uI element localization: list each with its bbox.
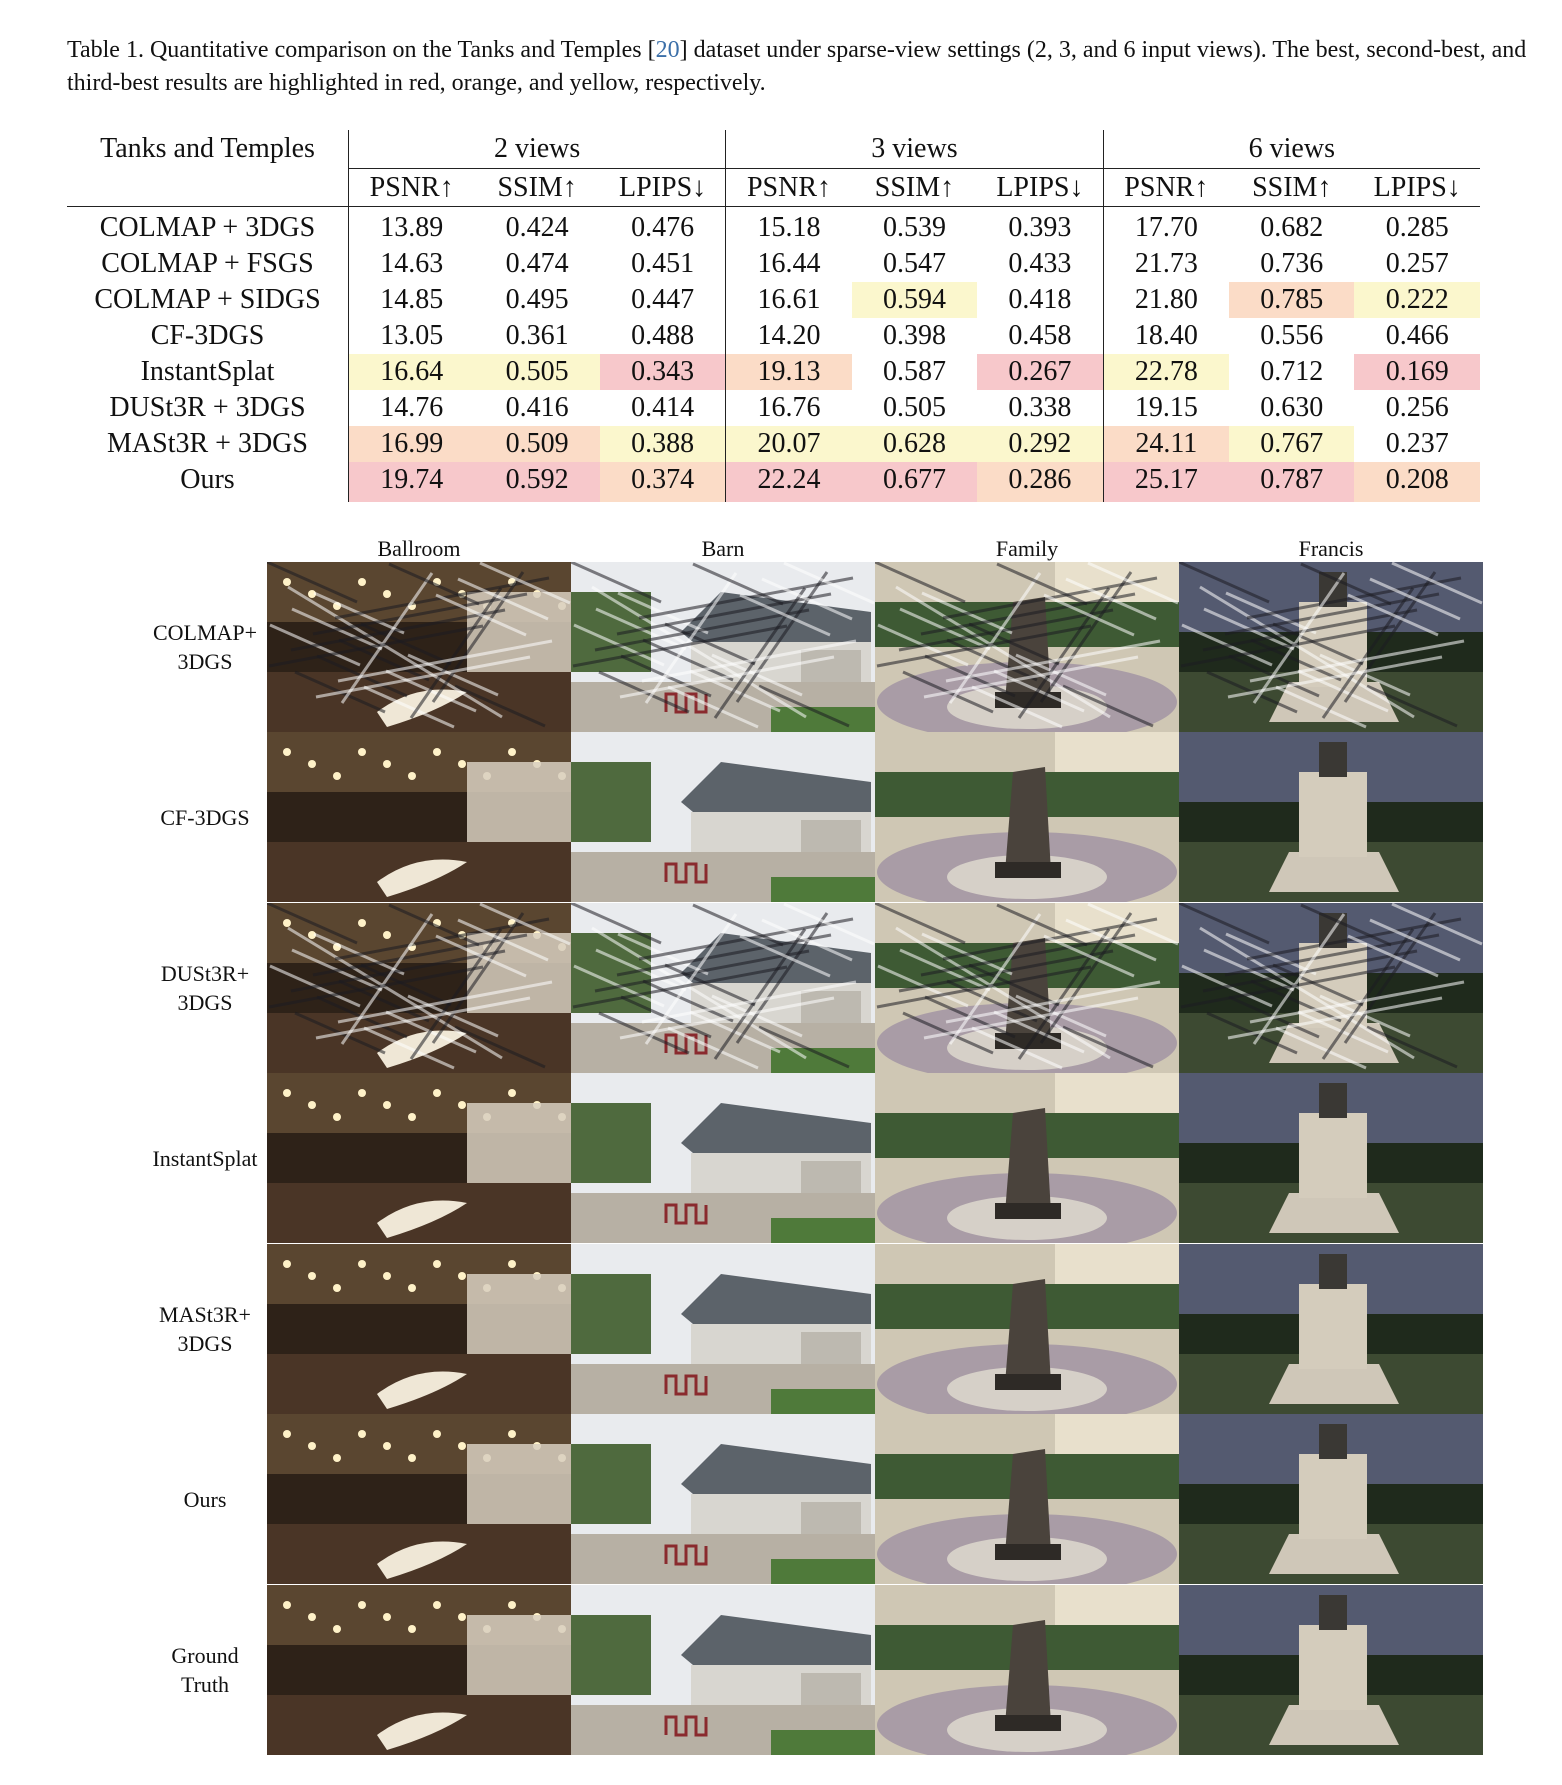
caption-suffix: ] dataset under sparse-view settings (2, 3, and 6 input views). The best, second-best, and third-best results are highlighted in red, orange, and yellow, respectively. — [67, 37, 1527, 96]
family-statue-render-image — [875, 1585, 1179, 1755]
family-statue-render-image — [875, 562, 1179, 732]
ballroom-render-image — [267, 1585, 571, 1755]
metric-value: 0.736 — [1260, 248, 1324, 279]
metric-value: 13.89 — [348, 207, 474, 247]
metric-value: 0.267 — [977, 354, 1103, 390]
metric-value: 0.286 — [977, 462, 1103, 502]
metric-value: 22.78 — [1103, 354, 1229, 390]
table-row — [67, 426, 1480, 462]
table-corner-label: Tanks and Temples — [100, 133, 315, 165]
method-name: DUSt3R + 3DGS — [109, 392, 306, 423]
metric-value: 0.237 — [1385, 428, 1449, 459]
corner-blank — [67, 169, 348, 207]
barn-render-image — [571, 1414, 875, 1584]
qualitative-figure — [0, 530, 1562, 1760]
barn-render-image — [571, 903, 875, 1073]
metric-value: 14.63 — [348, 246, 474, 282]
metric-header: PSNR↑ — [726, 169, 852, 207]
metric-value: 21.73 — [1103, 246, 1229, 282]
metric-value: 0.547 — [882, 248, 946, 279]
table-row — [67, 246, 1480, 282]
barn-render-image — [571, 732, 875, 902]
barn-render-image — [571, 1585, 875, 1755]
metric-value: 0.495 — [505, 284, 569, 315]
metric-header: SSIM↑ — [474, 169, 599, 207]
francis-monument-render-image — [1179, 1414, 1483, 1584]
metric-value: 16.76 — [726, 390, 852, 426]
metric-value: 24.11 — [1103, 426, 1229, 462]
barn-render-image — [571, 1073, 875, 1243]
metric-value: 0.556 — [1260, 320, 1324, 351]
ballroom-render-image — [267, 732, 571, 902]
metric-value: 0.767 — [1229, 426, 1354, 462]
metric-value: 0.374 — [600, 462, 726, 502]
figure-column-header: Family — [995, 536, 1059, 561]
figure-column-header: Ballroom — [377, 536, 461, 561]
metric-value: 0.418 — [1008, 284, 1072, 315]
metric-value: 0.343 — [600, 354, 726, 390]
metric-value: 18.40 — [1103, 318, 1229, 354]
metric-value: 14.85 — [348, 282, 474, 318]
results-table — [67, 130, 1480, 502]
table-caption — [67, 34, 1557, 100]
metric-value: 0.594 — [852, 282, 977, 318]
metric-value: 0.256 — [1385, 392, 1449, 423]
metric-header: LPIPS↓ — [600, 169, 726, 207]
barn-render-image — [571, 1244, 875, 1414]
table-row — [67, 462, 1480, 502]
metric-value: 0.447 — [631, 284, 695, 315]
group-header-2-views: 2 views — [348, 130, 725, 169]
family-statue-render-image — [875, 732, 1179, 902]
method-name: COLMAP + 3DGS — [99, 212, 316, 243]
metric-value: 16.99 — [348, 426, 474, 462]
metric-value: 0.505 — [882, 392, 946, 423]
figure-row-label: COLMAP+ 3DGS — [152, 620, 258, 674]
method-name: COLMAP + FSGS — [101, 248, 314, 279]
metric-value: 0.785 — [1229, 282, 1354, 318]
metric-value: 0.338 — [1008, 392, 1072, 423]
metric-value: 0.682 — [1260, 212, 1324, 243]
metric-value: 0.222 — [1354, 282, 1480, 318]
family-statue-render-image — [875, 1073, 1179, 1243]
metric-value: 13.05 — [348, 318, 474, 354]
francis-monument-render-image — [1179, 903, 1483, 1073]
metric-value: 0.398 — [882, 320, 946, 351]
metric-value: 0.474 — [505, 248, 569, 279]
figure-column-header: Barn — [701, 536, 745, 561]
francis-monument-render-image — [1179, 562, 1483, 732]
metric-header: LPIPS↓ — [1354, 169, 1480, 207]
metric-value: 21.80 — [1103, 282, 1229, 318]
group-header-6-views: 6 views — [1103, 130, 1480, 169]
metric-value: 0.630 — [1260, 392, 1324, 423]
group-header-3-views: 3 views — [726, 130, 1103, 169]
metric-value: 14.76 — [348, 390, 474, 426]
francis-monument-render-image — [1179, 1073, 1483, 1243]
metric-value: 0.393 — [1008, 212, 1072, 243]
metric-value: 25.17 — [1103, 462, 1229, 502]
figure-row-label: DUSt3R+ 3DGS — [160, 961, 250, 1015]
metric-value: 19.13 — [726, 354, 852, 390]
table-row — [67, 282, 1480, 318]
barn-render-image — [571, 562, 875, 732]
family-statue-render-image — [875, 903, 1179, 1073]
method-name: Ours — [180, 464, 235, 495]
figure-row-label: InstantSplat — [152, 1145, 258, 1171]
ballroom-render-image — [267, 1414, 571, 1584]
figure-row-label: MASt3R+ 3DGS — [159, 1302, 251, 1356]
family-statue-render-image — [875, 1244, 1179, 1414]
metric-value: 0.677 — [852, 462, 977, 502]
metric-value: 22.24 — [726, 462, 852, 502]
metric-value: 0.712 — [1260, 356, 1324, 387]
family-statue-render-image — [875, 1414, 1179, 1584]
francis-monument-render-image — [1179, 732, 1483, 902]
metric-value: 16.44 — [726, 246, 852, 282]
metric-value: 0.505 — [474, 354, 599, 390]
metric-value: 16.64 — [348, 354, 474, 390]
metric-value: 0.208 — [1354, 462, 1480, 502]
metric-value: 0.476 — [631, 212, 695, 243]
table-row — [67, 390, 1480, 426]
metric-value: 0.466 — [1385, 320, 1449, 351]
metric-value: 0.587 — [882, 356, 946, 387]
figure-row-label: CF-3DGS — [160, 804, 250, 830]
metric-value: 0.414 — [631, 392, 695, 423]
citation-link[interactable]: 20 — [655, 37, 680, 63]
table-row — [67, 207, 1480, 247]
metric-value: 0.292 — [977, 426, 1103, 462]
metric-value: 14.20 — [726, 318, 852, 354]
table-row — [67, 354, 1480, 390]
metric-value: 0.539 — [882, 212, 946, 243]
metric-value: 0.488 — [631, 320, 695, 351]
method-name: CF-3DGS — [150, 320, 265, 351]
metric-value: 0.451 — [631, 248, 695, 279]
metric-value: 0.388 — [600, 426, 726, 462]
metric-value: 0.424 — [505, 212, 569, 243]
ballroom-render-image — [267, 1073, 571, 1243]
metric-value: 0.169 — [1354, 354, 1480, 390]
metric-value: 17.70 — [1103, 207, 1229, 247]
metric-header: PSNR↑ — [1103, 169, 1229, 207]
metric-value: 0.257 — [1385, 248, 1449, 279]
metric-value: 0.433 — [1008, 248, 1072, 279]
metric-value: 0.285 — [1385, 212, 1449, 243]
figure-row-label: Ground Truth — [171, 1643, 239, 1697]
metric-value: 15.18 — [726, 207, 852, 247]
ballroom-render-image — [267, 562, 571, 732]
metric-value: 19.74 — [348, 462, 474, 502]
method-name: COLMAP + SIDGS — [94, 284, 321, 315]
figure-column-header: Francis — [1298, 536, 1364, 561]
metric-header: PSNR↑ — [348, 169, 474, 207]
metric-value: 16.61 — [726, 282, 852, 318]
metric-value: 0.787 — [1229, 462, 1354, 502]
metric-value: 0.509 — [474, 426, 599, 462]
metric-header: SSIM↑ — [852, 169, 977, 207]
ballroom-render-image — [267, 903, 571, 1073]
method-name: MASt3R + 3DGS — [107, 428, 308, 459]
table-row — [67, 318, 1480, 354]
metric-value: 0.416 — [505, 392, 569, 423]
metric-value: 19.15 — [1103, 390, 1229, 426]
method-name: InstantSplat — [140, 356, 275, 387]
metric-header: LPIPS↓ — [977, 169, 1103, 207]
metric-value: 0.361 — [505, 320, 569, 351]
metric-header: SSIM↑ — [1229, 169, 1354, 207]
caption-prefix: Table 1. Quantitative comparison on the Tanks and Temples [ — [67, 37, 656, 63]
metric-value: 0.592 — [474, 462, 599, 502]
figure-row-label: Ours — [183, 1486, 227, 1512]
metric-value: 20.07 — [726, 426, 852, 462]
ballroom-render-image — [267, 1244, 571, 1414]
francis-monument-render-image — [1179, 1244, 1483, 1414]
metric-value: 0.628 — [852, 426, 977, 462]
metric-value: 0.458 — [1008, 320, 1072, 351]
francis-monument-render-image — [1179, 1585, 1483, 1755]
